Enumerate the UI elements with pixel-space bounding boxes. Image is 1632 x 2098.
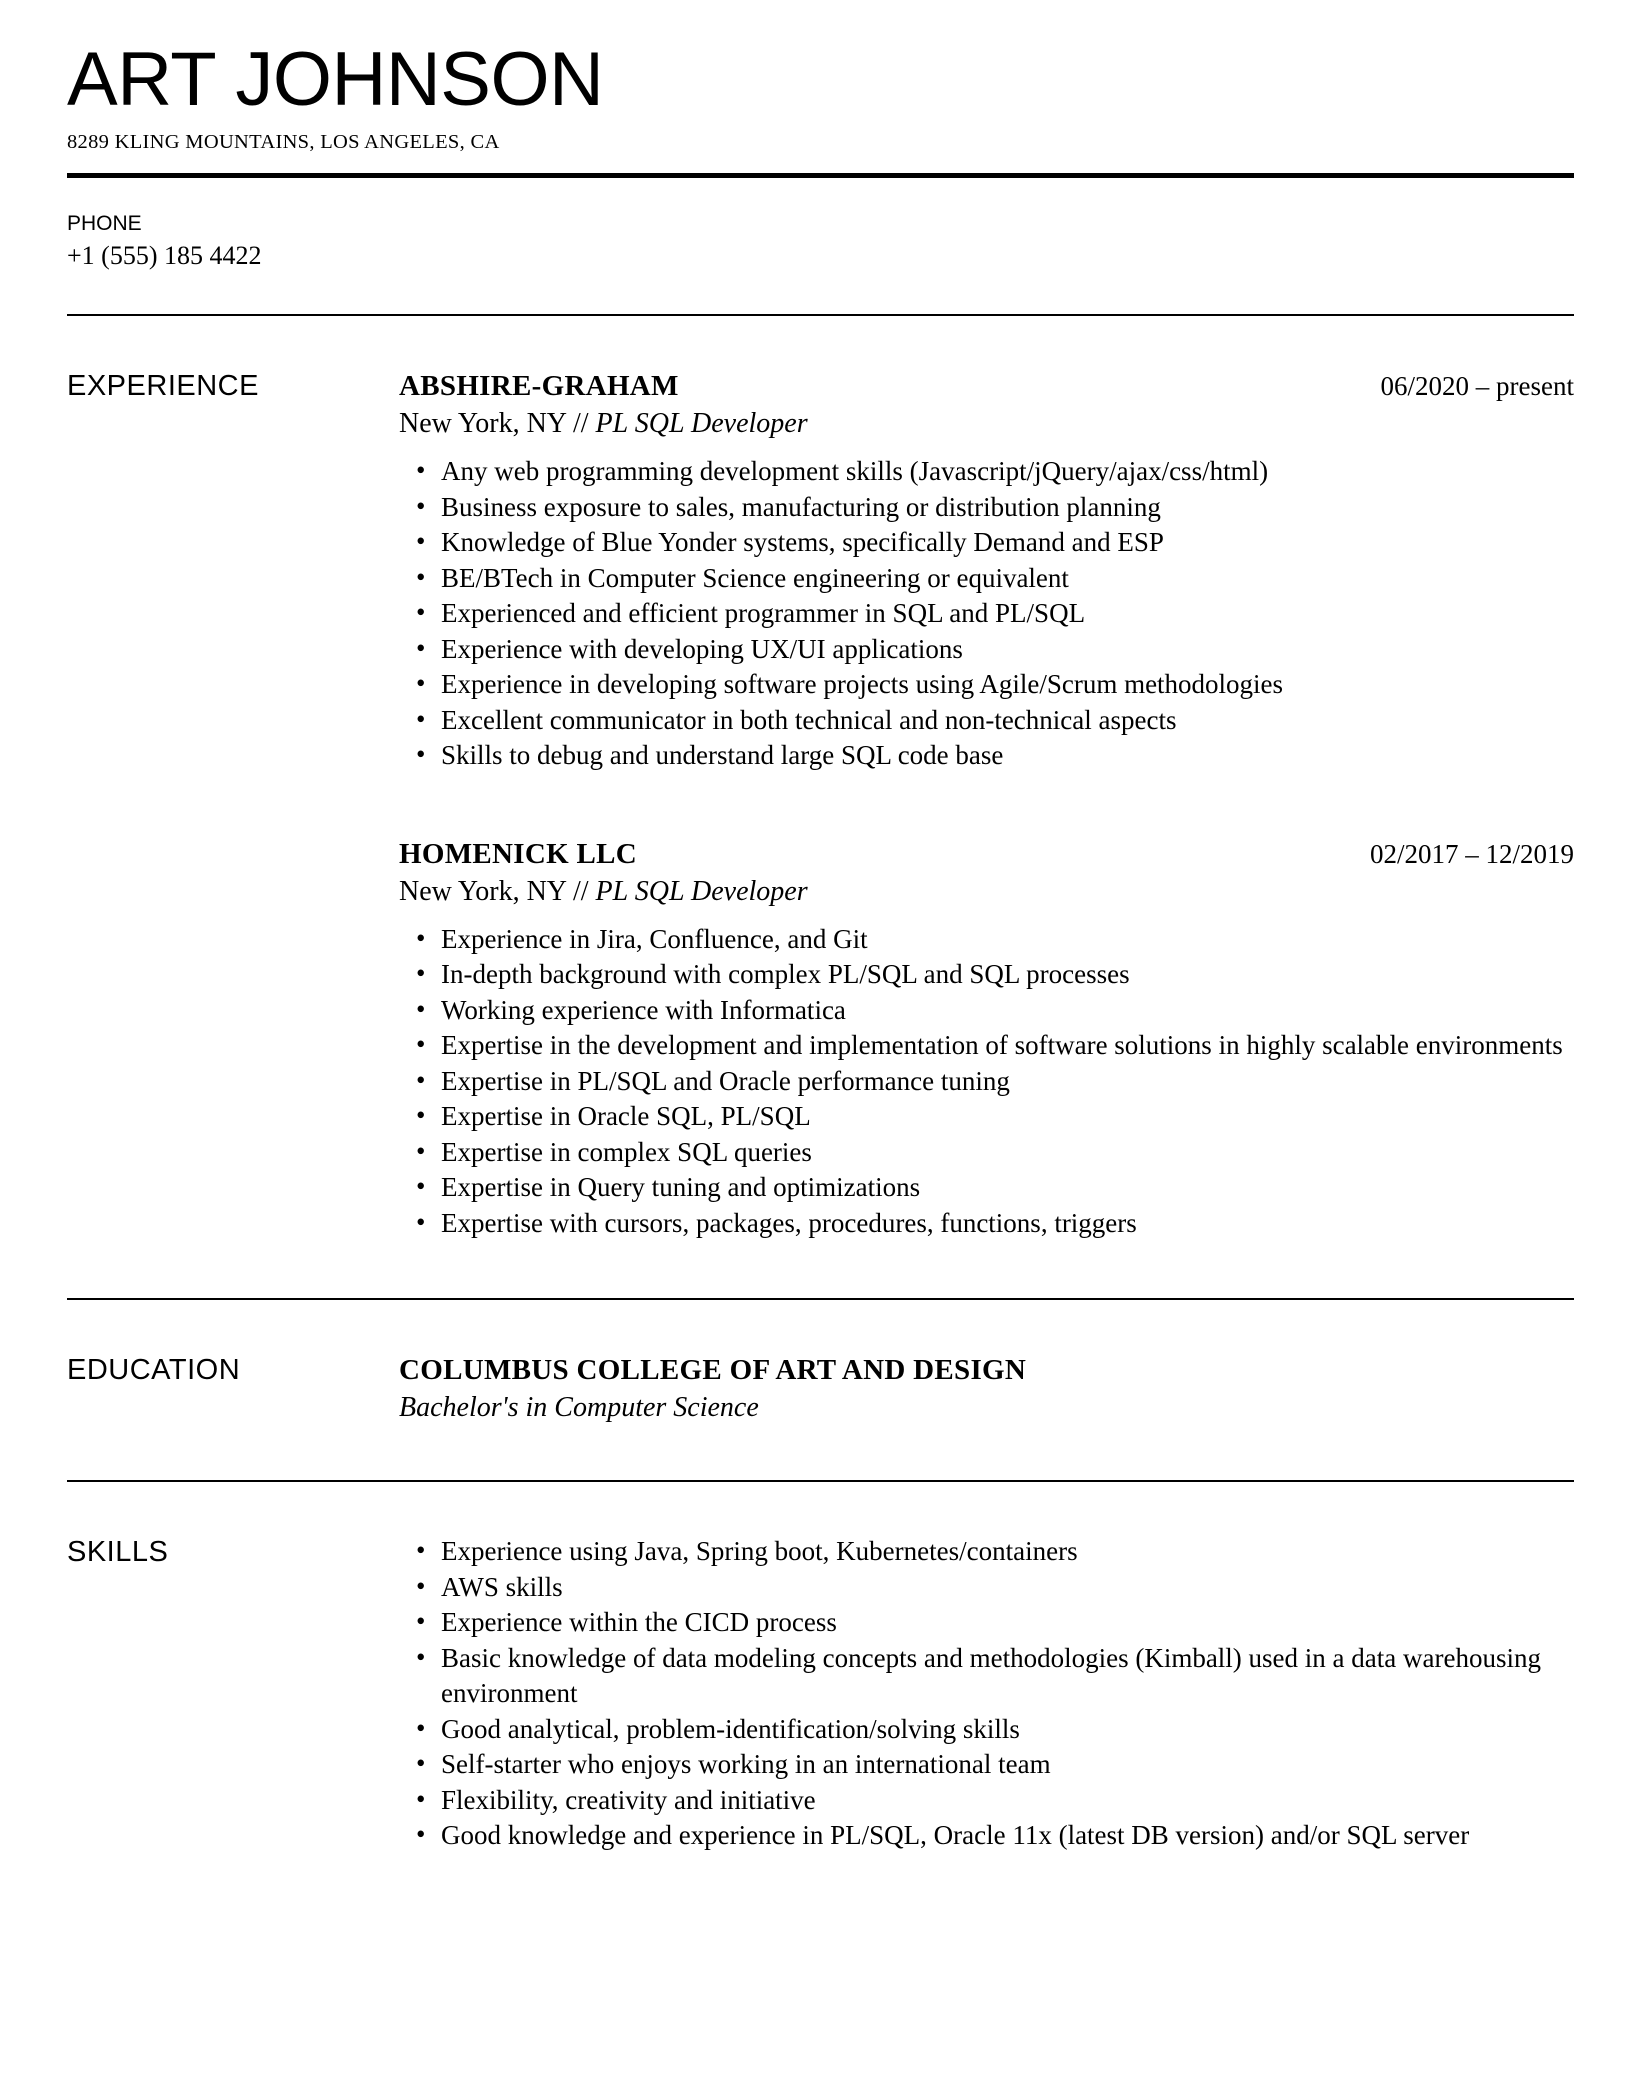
company-name: HOMENICK LLC — [399, 837, 638, 870]
person-name: ART JOHNSON — [67, 37, 604, 122]
section-label-education: EDUCATION — [67, 1354, 241, 1387]
contact-block — [67, 211, 1574, 273]
bullet-item: • Experienced and efficient programmer in SQL and PL/SQL — [399, 596, 1574, 632]
bullet-item: • Experience in developing software projects using Agile/Scrum methodologies — [399, 667, 1574, 703]
job-subtitle — [399, 406, 1574, 442]
bullet-item: • Any web programming development skills (Javascript/jQuery/ajax/css/html) — [399, 454, 1574, 490]
job-role: PL SQL Developer — [595, 408, 808, 440]
bullet-item: • Experience with developing UX/UI applications — [399, 632, 1574, 668]
job-header — [399, 368, 1574, 404]
bullet-item: • Expertise in the development and implementation of software solutions in highly scalable environments — [399, 1028, 1574, 1064]
bullet-item: • Expertise in PL/SQL and Oracle performance tuning — [399, 1064, 1574, 1100]
bullet-item: • Good knowledge and experience in PL/SQL, Oracle 11x (latest DB version) and/or SQL server — [399, 1818, 1574, 1854]
job-role: PL SQL Developer — [595, 875, 808, 907]
job-entry-abshire-graham — [399, 368, 1574, 774]
bullet-item: • Experience using Java, Spring boot, Kubernetes/containers — [399, 1534, 1574, 1570]
phone-number: +1 (555) 185 4422 — [67, 240, 262, 270]
job-bullet-list — [399, 922, 1574, 1242]
school-name: COLUMBUS COLLEGE OF ART AND DESIGN — [399, 1354, 1027, 1387]
job-bullet-list — [399, 454, 1574, 774]
header-divider — [67, 173, 1574, 178]
bullet-item: • AWS skills — [399, 1570, 1574, 1606]
skills-section — [67, 1482, 1574, 1854]
job-subtitle — [399, 874, 1574, 910]
phone-label: PHONE — [67, 211, 142, 235]
resume-header — [67, 37, 1574, 155]
skills-bullet-list — [399, 1534, 1574, 1854]
job-location: New York, NY // — [399, 408, 589, 440]
bullet-item: • Expertise in complex SQL queries — [399, 1135, 1574, 1171]
bullet-item: • Skills to debug and understand large SQL code base — [399, 738, 1574, 774]
person-address: 8289 KLING MOUNTAINS, LOS ANGELES, CA — [67, 131, 500, 153]
experience-section — [67, 316, 1574, 1298]
bullet-item: • Experience within the CICD process — [399, 1605, 1574, 1641]
bullet-item: • Experience in Jira, Confluence, and Git — [399, 922, 1574, 958]
education-section — [67, 1300, 1574, 1480]
bullet-item: • Expertise in Oracle SQL, PL/SQL — [399, 1099, 1574, 1135]
job-header — [399, 836, 1574, 872]
section-label-experience: EXPERIENCE — [67, 370, 259, 403]
section-label-skills: SKILLS — [67, 1536, 169, 1569]
degree-name: Bachelor's in Computer Science — [399, 1392, 759, 1424]
bullet-item: • Expertise in Query tuning and optimizations — [399, 1170, 1574, 1206]
bullet-item: • Working experience with Informatica — [399, 993, 1574, 1029]
experience-content — [399, 368, 1574, 1241]
bullet-item: • BE/BTech in Computer Science engineering or equivalent — [399, 561, 1574, 597]
education-content — [399, 1352, 1574, 1426]
skills-content — [399, 1534, 1574, 1854]
bullet-item: • Business exposure to sales, manufacturing or distribution planning — [399, 490, 1574, 526]
bullet-item: • Knowledge of Blue Yonder systems, specifically Demand and ESP — [399, 525, 1574, 561]
job-entry-homenick-llc — [399, 836, 1574, 1242]
job-location: New York, NY // — [399, 875, 589, 907]
bullet-item: • In-depth background with complex PL/SQL and SQL processes — [399, 957, 1574, 993]
job-dates: 02/2017 – 12/2019 — [1369, 838, 1574, 869]
bullet-item: • Good analytical, problem-identification/solving skills — [399, 1712, 1574, 1748]
bullet-item: • Basic knowledge of data modeling concepts and methodologies (Kimball) used in a data warehousing environment — [399, 1641, 1574, 1712]
company-name: ABSHIRE-GRAHAM — [399, 370, 679, 403]
bullet-item: • Expertise with cursors, packages, procedures, functions, triggers — [399, 1206, 1574, 1242]
job-dates: 06/2020 – present — [1380, 371, 1574, 402]
bullet-item: • Self-starter who enjoys working in an international team — [399, 1747, 1574, 1783]
bullet-item: • Excellent communicator in both technical and non-technical aspects — [399, 703, 1574, 739]
bullet-item: • Flexibility, creativity and initiative — [399, 1783, 1574, 1819]
